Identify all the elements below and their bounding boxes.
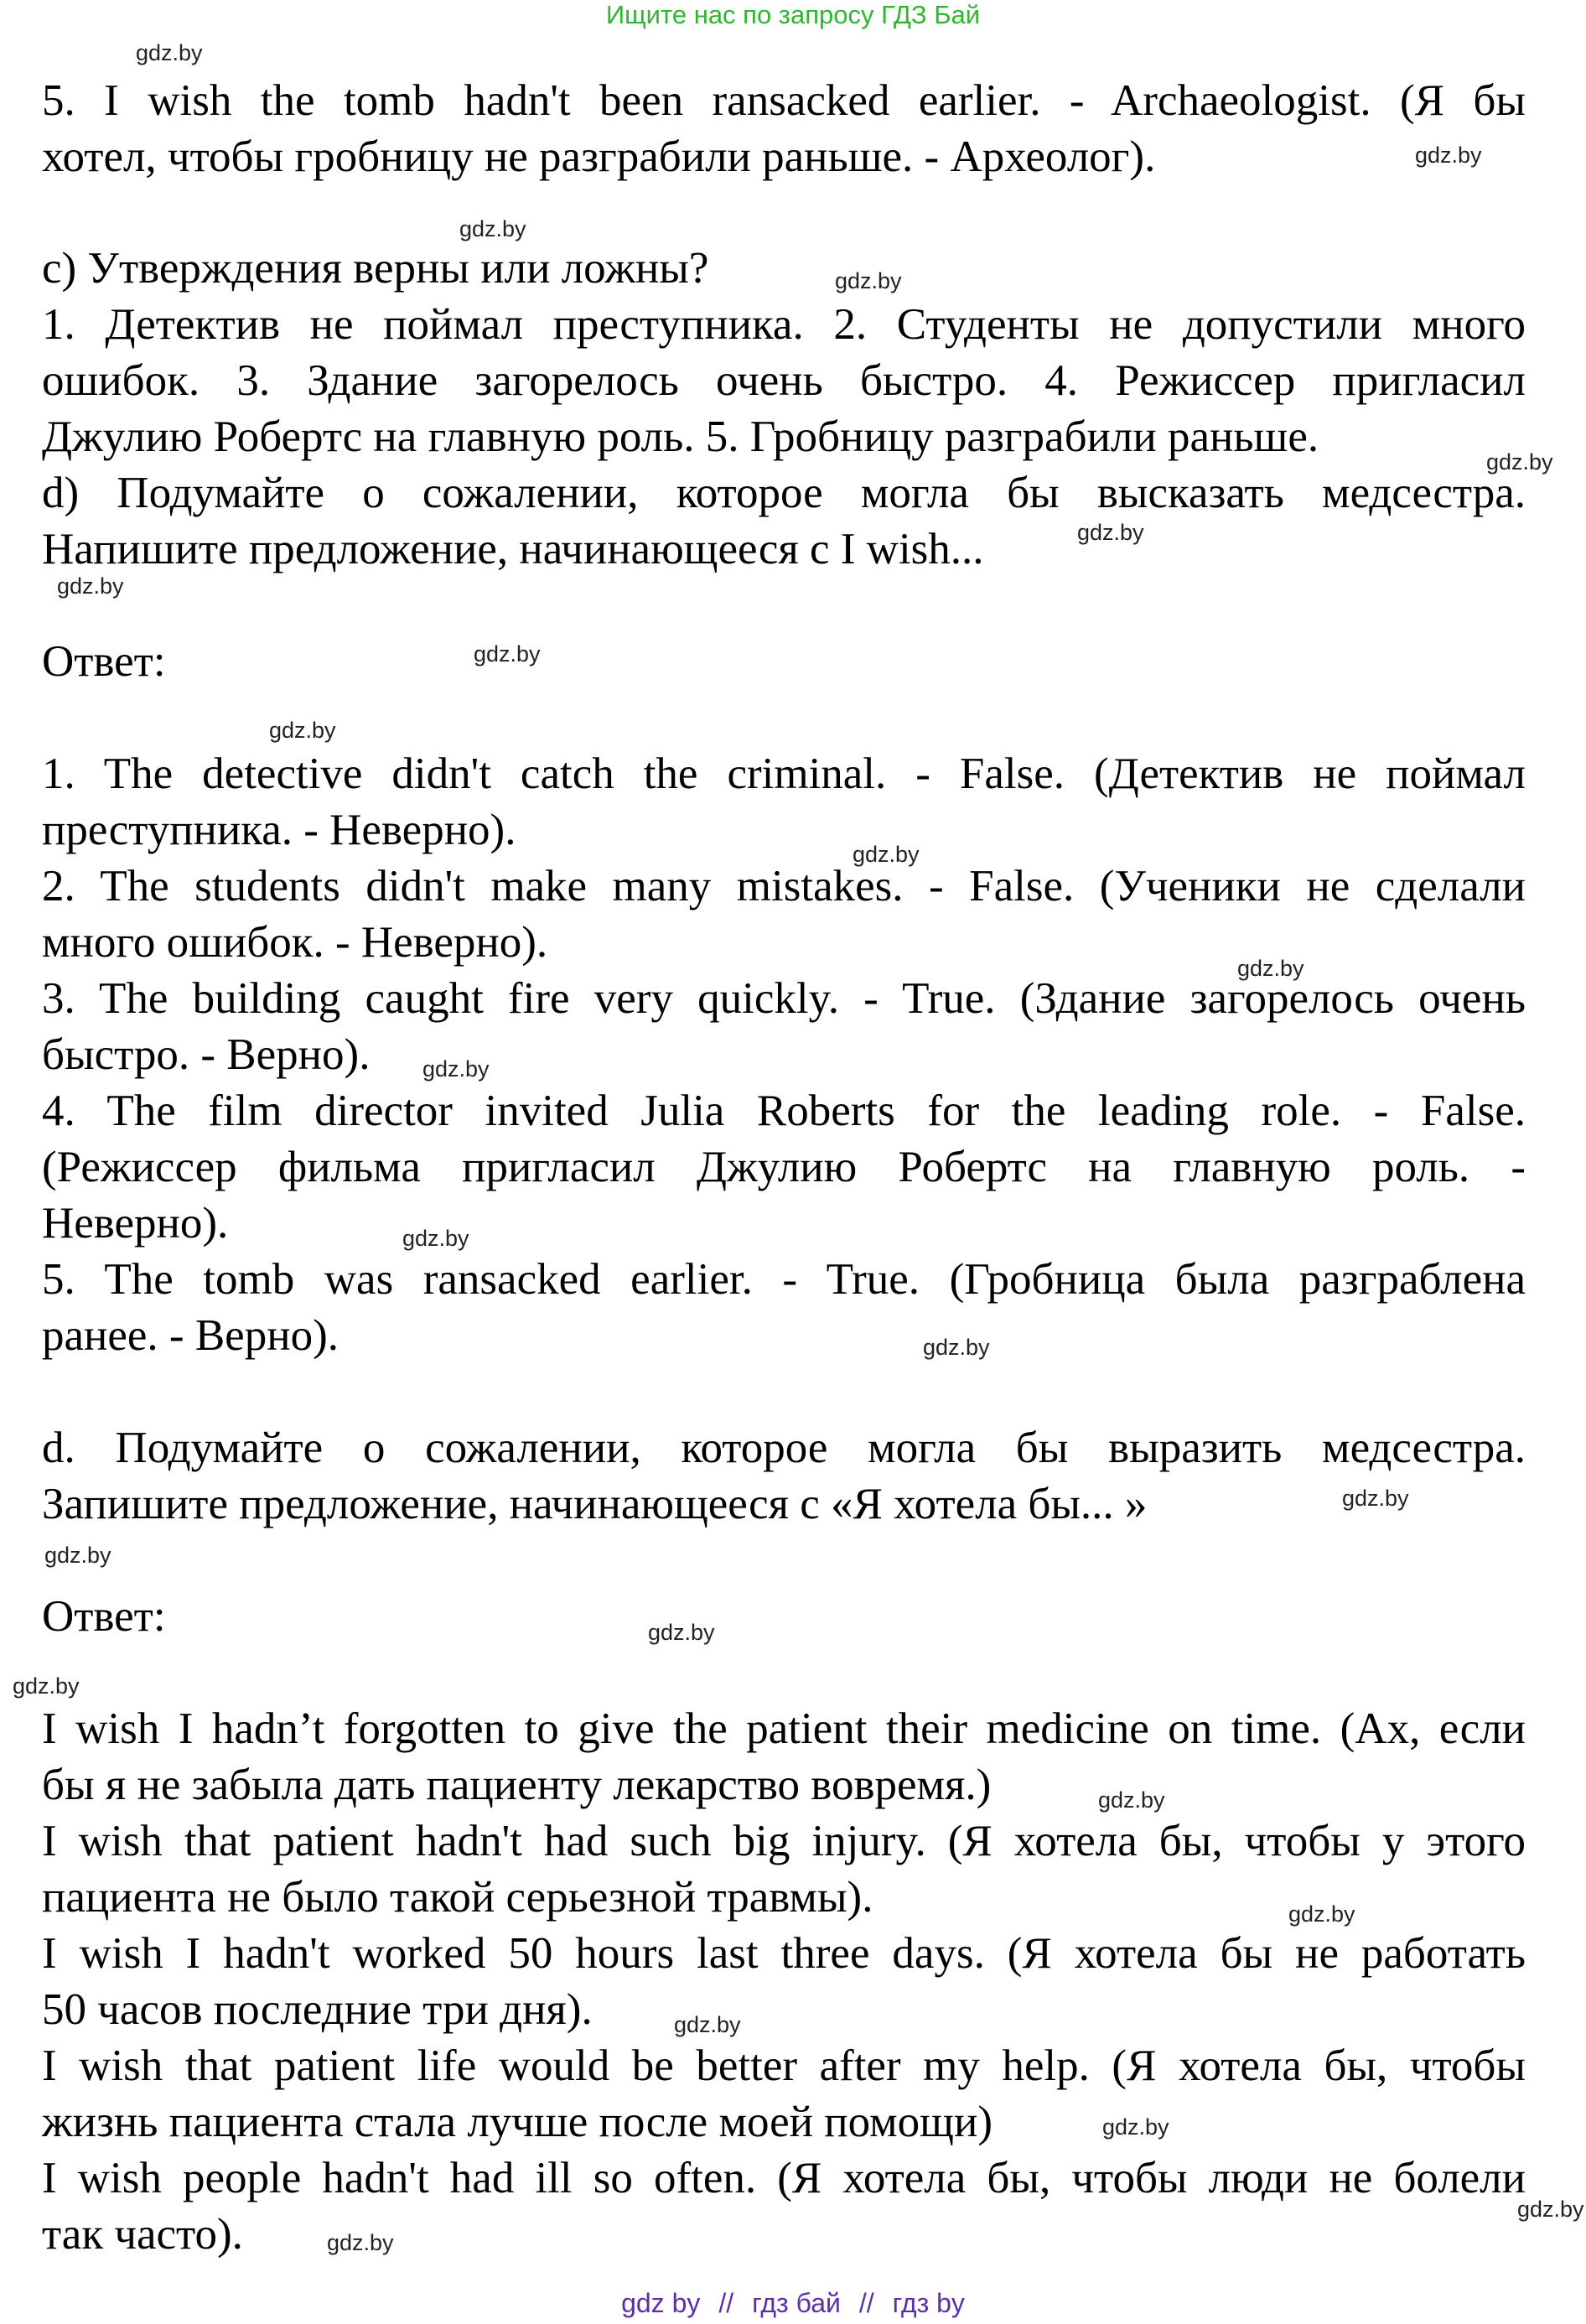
text-line: I wish people hadn't had ill so often. (Я хотела бы, чтобы люди не болели xyxy=(42,2154,1526,2202)
text-line: 3. The building caught fire very quickly. - True. (Здание загорелось очень xyxy=(42,974,1526,1023)
watermark: gdz.by xyxy=(474,641,541,667)
text-line: d. Подумайте о сожалении, которое могла бы выразить медсестра. xyxy=(42,1424,1526,1472)
watermark: gdz.by xyxy=(269,718,336,743)
watermark: gdz.by xyxy=(648,1620,715,1645)
watermark: gdz.by xyxy=(1486,449,1553,475)
text-line: ошибок. 3. Здание загорелось очень быстро. 4. Режиссер пригласил xyxy=(42,356,1526,405)
text-line: пациента не было такой серьезной травмы). xyxy=(42,1873,873,1922)
footer-link-gdz-by-alt[interactable]: гдз by xyxy=(892,2288,965,2318)
watermark: gdz.by xyxy=(1517,2197,1584,2222)
text-line: 1. Детектив не поймал преступника. 2. Студенты не допустили много xyxy=(42,300,1526,349)
watermark: gdz.by xyxy=(402,1226,469,1251)
footer-link-gdz-by[interactable]: gdz by xyxy=(621,2288,701,2318)
text-line: Запишите предложение, начинающееся с «Я хотела бы... » xyxy=(42,1480,1148,1528)
footer xyxy=(0,2287,1586,2319)
text-line: 5. The tomb was ransacked earlier. - True. (Гробница была разграблена xyxy=(42,1255,1526,1304)
watermark: gdz.by xyxy=(57,573,124,599)
text-line: I wish that patient hadn't had such big injury. (Я хотела бы, чтобы у этого xyxy=(42,1817,1526,1865)
text-line: I wish I hadn't worked 50 hours last three days. (Я хотела бы не работать xyxy=(42,1929,1526,1978)
answer-heading: Ответ: xyxy=(42,637,166,686)
text-line: I wish that patient life would be better after my help. (Я хотела бы, чтобы xyxy=(42,2041,1526,2090)
text-line: I wish I hadn’t forgotten to give the patient their medicine on time. (Ах, если xyxy=(42,1704,1526,1753)
text-line: Джулию Робертс на главную роль. 5. Гробницу разграбили раньше. xyxy=(42,412,1319,461)
text-line: 4. The film director invited Julia Roberts for the leading role. - False. xyxy=(42,1087,1526,1135)
text-line: 50 часов последние три дня). xyxy=(42,1985,593,2034)
text-line: Напишите предложение, начинающееся с I wish... xyxy=(42,525,984,573)
text-line: много ошибок. - Неверно). xyxy=(42,918,548,967)
footer-separator: // xyxy=(718,2288,734,2318)
watermark: gdz.by xyxy=(327,2230,394,2255)
footer-link-gdz-bai[interactable]: гдз бай xyxy=(752,2288,841,2318)
watermark: gdz.by xyxy=(674,2012,741,2037)
watermark: gdz.by xyxy=(853,842,920,867)
text-line: d) Подумайте о сожалении, которое могла бы высказать медсестра. xyxy=(42,469,1526,517)
top-banner: Ищите нас по запросу ГДЗ Бай xyxy=(605,0,981,29)
watermark: gdz.by xyxy=(923,1335,990,1360)
watermark: gdz.by xyxy=(1237,956,1304,981)
text-line: (Режиссер фильма пригласил Джулию Робертс на главную роль. - xyxy=(42,1143,1526,1191)
watermark: gdz.by xyxy=(1342,1486,1409,1511)
text-line: быстро. - Верно). xyxy=(42,1030,371,1079)
watermark: gdz.by xyxy=(835,268,902,293)
watermark: gdz.by xyxy=(1415,143,1482,168)
watermark: gdz.by xyxy=(459,216,526,241)
watermark: gdz.by xyxy=(1288,1901,1355,1927)
text-line: жизнь пациента стала лучше после моей помощи) xyxy=(42,2098,993,2146)
text-line: ранее. - Верно). xyxy=(42,1311,339,1360)
text-line: преступника. - Неверно). xyxy=(42,806,516,854)
text-line: хотел, чтобы гробницу не разграбили раньше. - Археолог). xyxy=(42,132,1156,181)
watermark: gdz.by xyxy=(1102,2114,1169,2140)
watermark: gdz.by xyxy=(44,1543,111,1568)
watermark: gdz.by xyxy=(136,40,203,65)
watermark: gdz.by xyxy=(422,1056,490,1082)
answer-heading: Ответ: xyxy=(42,1592,166,1641)
text-line: так часто). xyxy=(42,2210,243,2259)
footer-separator: // xyxy=(858,2288,874,2318)
text-line: бы я не забыла дать пациенту лекарство вовремя.) xyxy=(42,1761,992,1809)
text-line: 2. The students didn't make many mistakes. - False. (Ученики не сделали xyxy=(42,862,1526,910)
text-line: c) Утверждения верны или ложны? xyxy=(42,244,709,293)
watermark: gdz.by xyxy=(13,1673,80,1699)
text-line: 1. The detective didn't catch the criminal. - False. (Детектив не поймал xyxy=(42,750,1526,798)
watermark: gdz.by xyxy=(1077,520,1144,545)
watermark: gdz.by xyxy=(1098,1787,1165,1813)
text-line: Неверно). xyxy=(42,1199,229,1248)
text-line: 5. I wish the tomb hadn't been ransacked earlier. - Archaeologist. (Я бы xyxy=(42,76,1526,125)
